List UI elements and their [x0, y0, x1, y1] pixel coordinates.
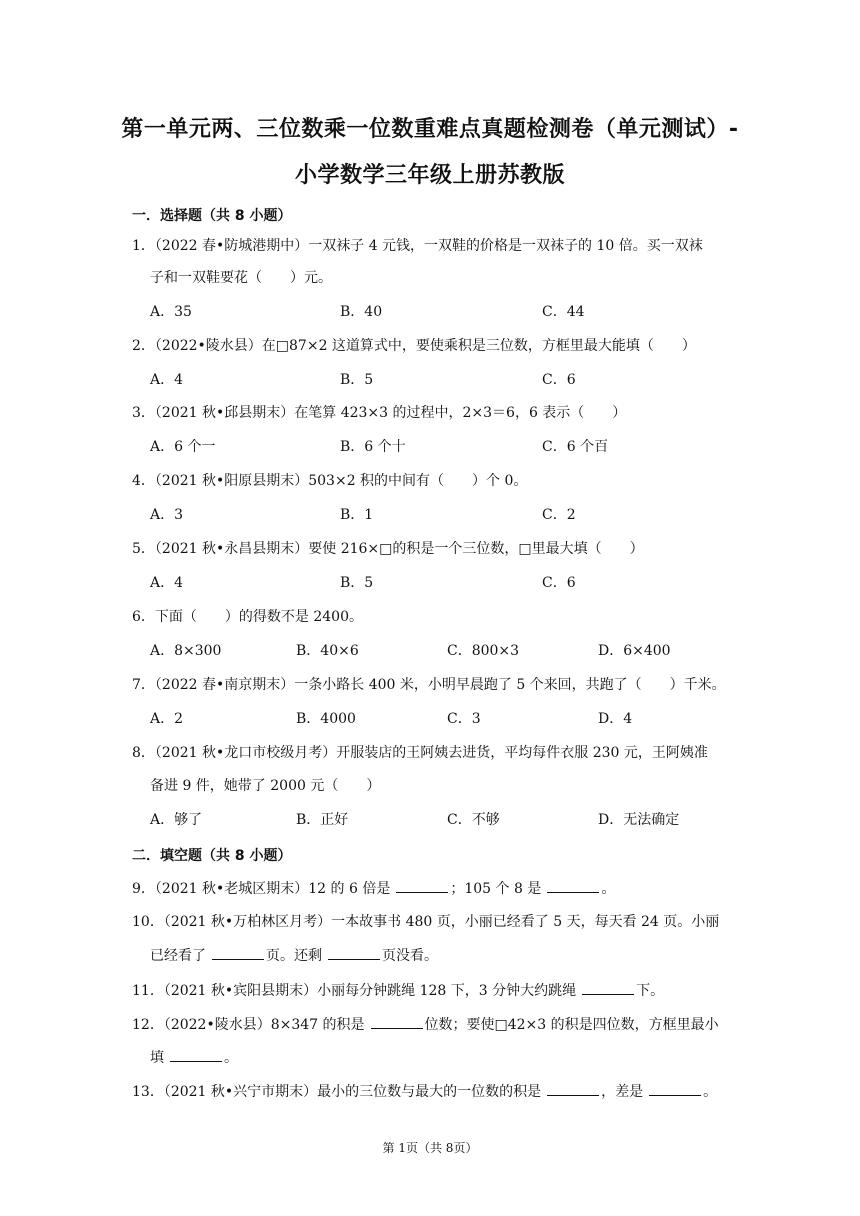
title-line-1: 第一单元两、三位数乘一位数重难点真题检测卷（单元测试）- [121, 117, 739, 142]
answer-blank[interactable] [328, 945, 380, 960]
question-12-text-b: 位数；要使□42×3 的积是四位数，方框里最小 [424, 1017, 719, 1033]
question-4-option-a: A．3 [150, 507, 184, 523]
question-2-option-c: C．6 [542, 372, 576, 388]
question-10-text-c: 页没看。 [382, 948, 438, 964]
question-3-option-a: A．6 个一 [150, 439, 216, 455]
title-line-2: 小学数学三年级上册苏教版 [294, 163, 565, 188]
question-2-line-1: 2．（2022•陵水县）在□87×2 这道算式中，要使乘积是三位数，方框里最大能填（ ） [132, 338, 696, 354]
question-7-option-d: D．4 [598, 711, 633, 727]
question-12-text-d: 。 [224, 1050, 238, 1066]
question-2-option-a: A．4 [150, 372, 184, 388]
question-12-line-2 [150, 1047, 238, 1068]
question-5-option-a: A．4 [150, 575, 184, 591]
question-4-option-c: C．2 [542, 507, 576, 523]
question-9-text-b: ；105 个 8 是 [450, 881, 542, 897]
question-1-option-b: B．40 [340, 304, 383, 320]
answer-blank[interactable] [170, 1047, 222, 1062]
question-11-line-1 [132, 980, 664, 1001]
question-13-text-b: ，差是 [601, 1084, 644, 1100]
question-12-text-c: 填 [150, 1050, 164, 1066]
question-3-option-b: B．6 个十 [340, 439, 406, 455]
question-9-text-a: 9．（2021 秋•老城区期末）12 的 6 倍是 [132, 881, 391, 897]
question-6-option-d: D．6×400 [598, 643, 671, 659]
question-12-line-1 [132, 1014, 719, 1035]
question-10-line-2 [150, 945, 438, 966]
question-9-line-1 [132, 878, 615, 899]
question-8-option-a: A．够了 [150, 812, 203, 828]
question-9-text-c: 。 [601, 881, 616, 897]
question-10-text-b: 页。还剩 [266, 948, 322, 964]
page-footer: 第 1页（共 8页） [382, 1141, 478, 1155]
question-5-option-c: C．6 [542, 575, 576, 591]
question-7-option-b: B．4000 [296, 711, 356, 727]
question-8-option-b: B．正好 [296, 812, 349, 828]
question-11-text-a: 11．（2021 秋•宾阳县期末）小丽每分钟跳绳 128 下，3 分钟大约跳绳 [132, 983, 577, 999]
question-5-option-b: B．5 [340, 575, 374, 591]
question-13-line-1 [132, 1081, 717, 1102]
answer-blank[interactable] [547, 1081, 599, 1096]
question-8-option-c: C．不够 [447, 812, 500, 828]
question-6-line-1: 6．下面（ ）的得数不是 2400。 [132, 609, 363, 625]
answer-blank[interactable] [396, 878, 448, 893]
question-8-option-d: D．无法确定 [598, 812, 680, 828]
question-8-line-1: 8．（2021 秋•龙口市校级月考）开服装店的王阿姨去进货，平均每件衣服 230 元，王阿姨准 [132, 745, 708, 761]
question-4-option-b: B．1 [340, 507, 374, 523]
question-7-line-1: 7．（2022 春•南京期末）一条小路长 400 米，小明早晨跑了 5 个来回，共跑了（ ）千米。 [132, 677, 726, 693]
question-1-option-c: C．44 [542, 304, 585, 320]
question-12-text-a: 12．（2022•陵水县）8×347 的积是 [132, 1017, 365, 1033]
question-4-line-1: 4．（2021 秋•阳原县期末）503×2 积的中间有（ ）个 0。 [132, 473, 528, 489]
question-6-option-a: A．8×300 [150, 643, 222, 659]
question-7-option-c: C．3 [447, 711, 481, 727]
question-8-line-2: 备进 9 件，她带了 2000 元（ ） [150, 778, 381, 794]
question-10-line-1: 10．（2021 秋•万柏林区月考）一本故事书 480 页，小丽已经看了 5 天，每天看 24 页。小丽 [132, 914, 720, 930]
section-choice-heading: 一．选择题（共 8 小题） [132, 208, 292, 224]
answer-blank[interactable] [371, 1014, 423, 1029]
question-5-line-1: 5．（2021 秋•永昌县期末）要使 216×□的积是一个三位数，□里最大填（ ） [132, 541, 644, 557]
question-1-option-a: A．35 [150, 304, 192, 320]
question-6-option-c: C．800×3 [447, 643, 520, 659]
question-1-line-2: 子和一双鞋要花（ ）元。 [150, 270, 332, 286]
answer-blank[interactable] [649, 1081, 701, 1096]
answer-blank[interactable] [212, 945, 264, 960]
answer-blank[interactable] [582, 980, 634, 995]
question-13-text-a: 13．（2021 秋•兴宁市期末）最小的三位数与最大的一位数的积是 [132, 1084, 542, 1100]
question-3-line-1: 3．（2021 秋•邱县期末）在笔算 423×3 的过程中，2×3＝6，6 表示（ ） [132, 405, 627, 421]
question-10-text-a: 已经看了 [150, 948, 206, 964]
question-1-line-1: 1．（2022 春•防城港期中）一双袜子 4 元钱，一双鞋的价格是一双袜子的 10 倍。买一双袜 [132, 238, 703, 254]
section-fill-heading: 二．填空题（共 8 小题） [132, 848, 292, 864]
question-6-option-b: B．40×6 [296, 643, 359, 659]
answer-blank[interactable] [547, 878, 599, 893]
question-2-option-b: B．5 [340, 372, 374, 388]
question-11-text-b: 下。 [636, 983, 665, 999]
question-13-text-c: 。 [703, 1084, 718, 1100]
question-7-option-a: A．2 [150, 711, 184, 727]
question-3-option-c: C．6 个百 [542, 439, 609, 455]
